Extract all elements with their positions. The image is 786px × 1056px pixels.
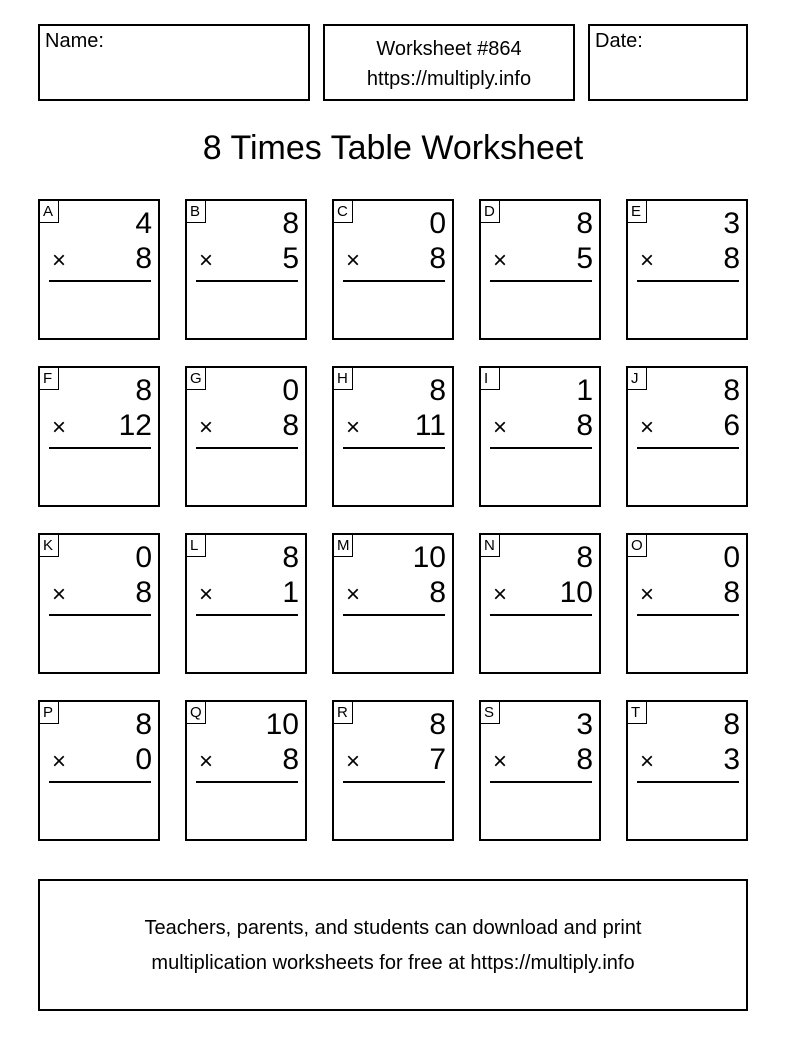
multiplier: 8 — [576, 743, 593, 776]
multiplicand: 4 — [135, 207, 152, 240]
answer-line — [49, 280, 151, 282]
answer-line — [49, 781, 151, 783]
multiply-sign: × — [640, 581, 655, 608]
multiplier: 11 — [414, 409, 446, 442]
problem-card[interactable] — [479, 199, 601, 340]
multiplier: 8 — [282, 743, 299, 776]
problem-letter: T — [627, 701, 647, 724]
answer-line — [637, 614, 739, 616]
answer-line — [637, 447, 739, 449]
problem-card[interactable] — [626, 366, 748, 507]
multiplier: 8 — [723, 576, 740, 609]
multiplicand: 0 — [429, 207, 446, 240]
multiply-sign: × — [199, 581, 214, 608]
worksheet-number: Worksheet #864 — [376, 38, 522, 60]
multiply-sign: × — [52, 414, 67, 441]
problem-letter: M — [333, 534, 353, 557]
multiplicand: 8 — [576, 207, 593, 240]
answer-line — [196, 614, 298, 616]
problem-letter: H — [333, 367, 353, 390]
page-title: 8 Times Table Worksheet — [202, 129, 584, 167]
problem-card[interactable] — [332, 533, 454, 674]
multiplicand: 8 — [429, 708, 446, 741]
problem-card[interactable] — [185, 700, 307, 841]
problem-card[interactable] — [479, 533, 601, 674]
multiplier: 12 — [118, 409, 152, 442]
problem-card[interactable] — [38, 700, 160, 841]
multiply-sign: × — [52, 581, 67, 608]
multiplicand: 0 — [135, 541, 152, 574]
multiplicand: 0 — [723, 541, 740, 574]
multiply-sign: × — [493, 581, 508, 608]
multiplier: 8 — [135, 242, 152, 275]
answer-line — [490, 280, 592, 282]
footer-note — [38, 879, 748, 1011]
multiply-sign: × — [493, 247, 508, 274]
multiplier: 0 — [135, 743, 152, 776]
problem-letter: S — [480, 701, 500, 724]
multiply-sign: × — [640, 414, 655, 441]
multiply-sign: × — [199, 748, 214, 775]
problem-letter: O — [627, 534, 647, 557]
multiplicand: 0 — [282, 374, 299, 407]
multiplier: 8 — [135, 576, 152, 609]
multiplier: 8 — [282, 409, 299, 442]
problem-letter: J — [627, 367, 647, 390]
answer-line — [490, 447, 592, 449]
answer-line — [637, 781, 739, 783]
problem-letter: K — [39, 534, 59, 557]
footer-line-1: Teachers, parents, and students can download and print — [144, 917, 642, 939]
multiplier: 6 — [723, 409, 740, 442]
problem-card[interactable] — [626, 700, 748, 841]
multiplier: 7 — [429, 743, 446, 776]
answer-line — [196, 280, 298, 282]
multiplicand: 8 — [135, 374, 152, 407]
problem-letter: D — [480, 200, 500, 223]
problem-letter: Q — [186, 701, 206, 724]
multiplicand: 1 — [576, 374, 593, 407]
problem-card[interactable] — [332, 199, 454, 340]
answer-line — [196, 781, 298, 783]
name-label: Name: — [45, 30, 104, 52]
answer-line — [490, 781, 592, 783]
problem-letter: R — [333, 701, 353, 724]
multiplier: 5 — [282, 242, 299, 275]
multiplicand: 8 — [723, 374, 740, 407]
multiplicand: 3 — [576, 708, 593, 741]
problem-card[interactable] — [626, 533, 748, 674]
problem-letter: N — [480, 534, 500, 557]
multiplicand: 8 — [282, 207, 299, 240]
problem-card[interactable] — [38, 199, 160, 340]
problem-card[interactable] — [479, 366, 601, 507]
answer-line — [343, 781, 445, 783]
answer-line — [343, 280, 445, 282]
name-field[interactable] — [38, 24, 310, 101]
multiplicand: 8 — [282, 541, 299, 574]
multiplier: 8 — [429, 576, 446, 609]
multiply-sign: × — [52, 748, 67, 775]
problem-card[interactable] — [332, 366, 454, 507]
problem-letter: A — [39, 200, 59, 223]
problem-card[interactable] — [479, 700, 601, 841]
answer-line — [490, 614, 592, 616]
worksheet-info-box — [323, 24, 575, 101]
problem-card[interactable] — [626, 199, 748, 340]
multiplier: 1 — [282, 576, 299, 609]
multiply-sign: × — [346, 581, 361, 608]
multiply-sign: × — [640, 748, 655, 775]
multiplicand: 3 — [723, 207, 740, 240]
problem-letter: I — [480, 367, 500, 390]
multiplier: 8 — [429, 242, 446, 275]
problem-letter: E — [627, 200, 647, 223]
multiplicand: 8 — [135, 708, 152, 741]
problem-letter: G — [186, 367, 206, 390]
date-label: Date: — [595, 30, 643, 52]
answer-line — [49, 614, 151, 616]
answer-line — [49, 447, 151, 449]
answer-line — [637, 280, 739, 282]
multiplier: 8 — [576, 409, 593, 442]
multiplicand: 10 — [412, 541, 446, 574]
problem-card[interactable] — [38, 366, 160, 507]
multiplicand: 8 — [723, 708, 740, 741]
problem-letter: P — [39, 701, 59, 724]
problem-letter: C — [333, 200, 353, 223]
multiply-sign: × — [199, 414, 214, 441]
multiply-sign: × — [52, 247, 67, 274]
problem-card[interactable] — [185, 199, 307, 340]
problem-card[interactable] — [38, 533, 160, 674]
multiply-sign: × — [199, 247, 214, 274]
problem-letter: F — [39, 367, 59, 390]
multiplier: 10 — [559, 576, 593, 609]
multiply-sign: × — [346, 748, 361, 775]
multiply-sign: × — [346, 247, 361, 274]
date-field[interactable] — [588, 24, 748, 101]
problem-card[interactable] — [185, 366, 307, 507]
problem-letter: L — [186, 534, 206, 557]
multiplicand: 8 — [429, 374, 446, 407]
multiplier: 5 — [576, 242, 593, 275]
answer-line — [343, 447, 445, 449]
problem-card[interactable] — [332, 700, 454, 841]
multiplier: 3 — [723, 743, 740, 776]
worksheet-website: https://multiply.info — [366, 68, 532, 90]
multiply-sign: × — [346, 414, 361, 441]
problem-card[interactable] — [185, 533, 307, 674]
problem-letter: B — [186, 200, 206, 223]
multiply-sign: × — [640, 247, 655, 274]
multiplicand: 8 — [576, 541, 593, 574]
multiply-sign: × — [493, 748, 508, 775]
multiplicand: 10 — [265, 708, 299, 741]
answer-line — [343, 614, 445, 616]
answer-line — [196, 447, 298, 449]
multiply-sign: × — [493, 414, 508, 441]
footer-line-2: multiplication worksheets for free at https://multiply.info — [151, 952, 635, 974]
multiplier: 8 — [723, 242, 740, 275]
